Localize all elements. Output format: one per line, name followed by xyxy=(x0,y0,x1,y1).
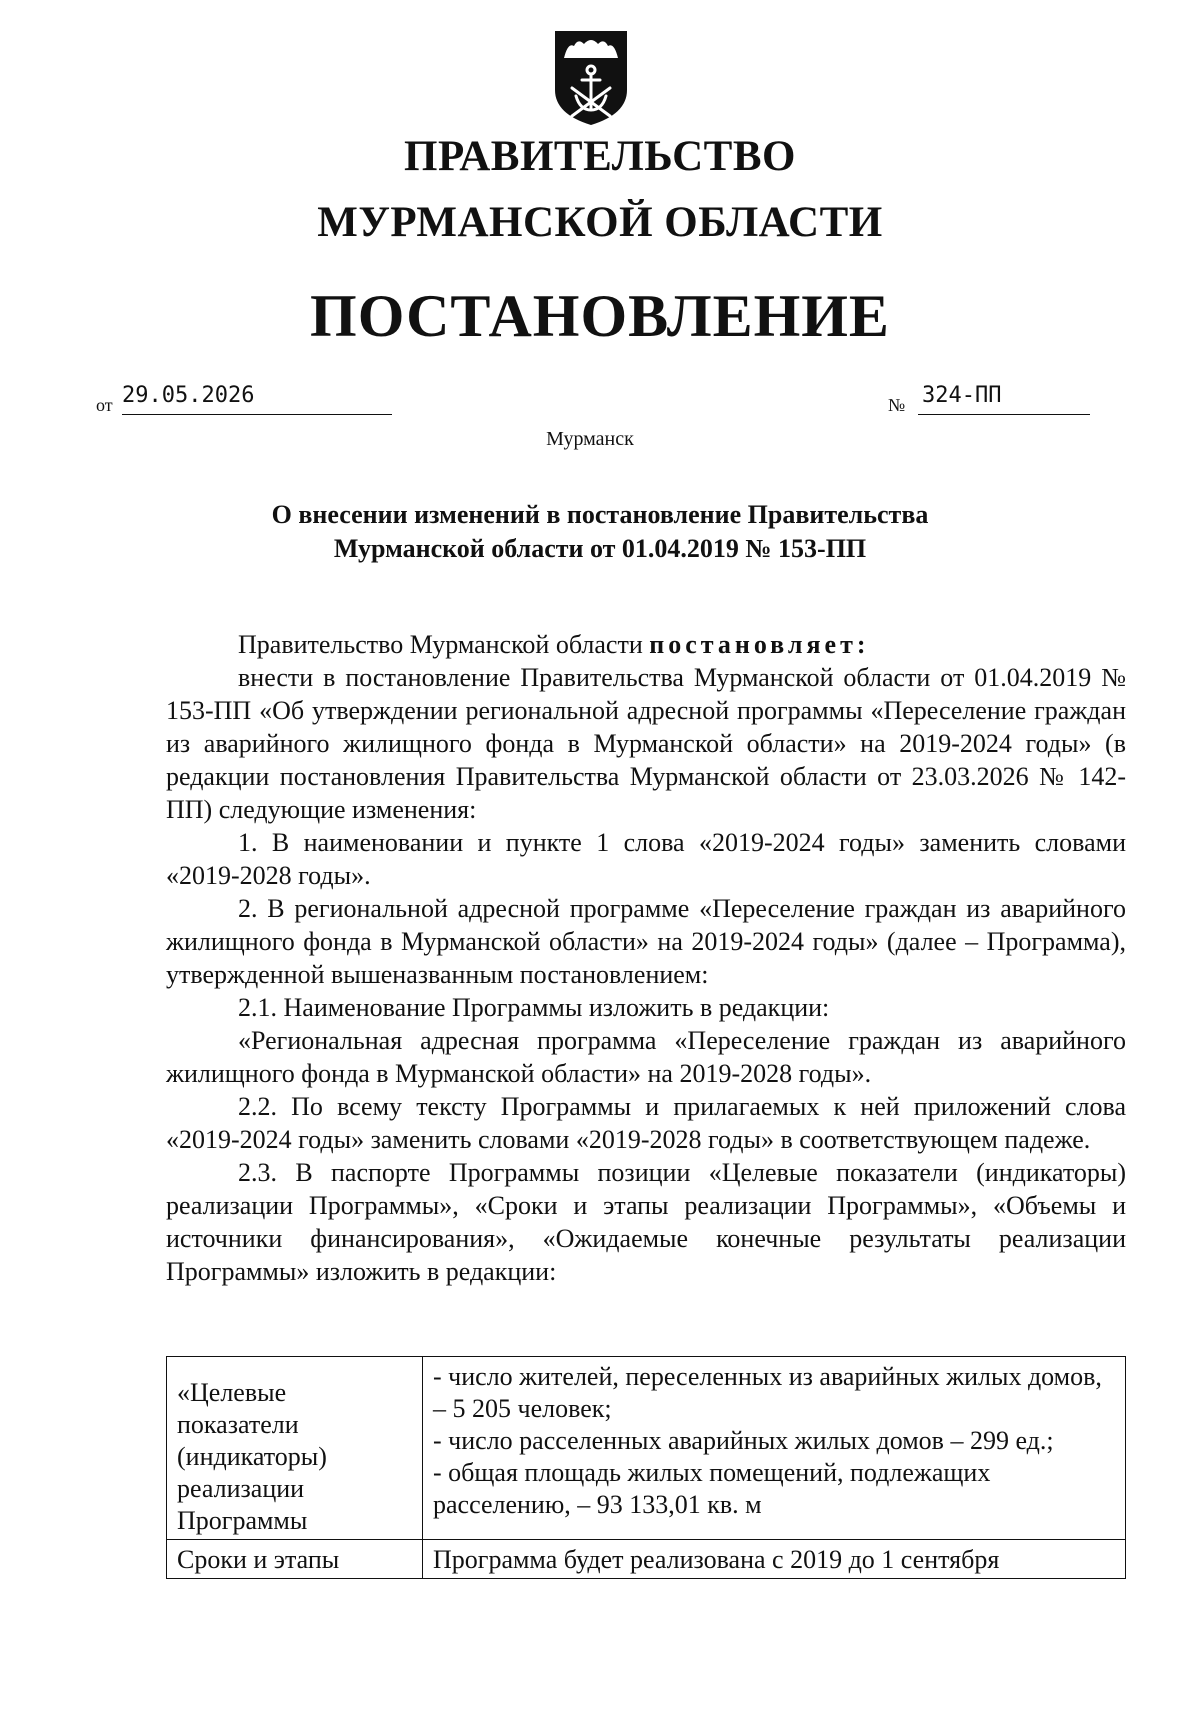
number-underline xyxy=(918,414,1090,415)
paragraph-item-1: 1. В наименовании и пункте 1 слова «2019-2024 годы» заменить словами «2019-2028 годы». xyxy=(166,828,1126,890)
coat-of-arms-icon xyxy=(552,28,630,128)
document-date xyxy=(96,383,296,419)
table-key-cell: «Целевые показатели (индикаторы) реализации Программы xyxy=(167,1357,423,1540)
paragraph-new-name: «Региональная адресная программа «Переселение граждан из аварийного жилищного фонда в Мурманской области» на 2019-2028 годы». xyxy=(166,1026,1126,1088)
program-passport-table xyxy=(166,1356,1126,1579)
table-key-cell: Сроки и этапы xyxy=(167,1540,423,1579)
document-type-heading: ПОСТАНОВЛЕНИЕ xyxy=(310,283,890,349)
number-prefix-label: № xyxy=(888,395,906,415)
date-value: 29.05.2026 xyxy=(122,383,255,408)
document-number xyxy=(888,383,1088,419)
indicator-area: - общая площадь жилых помещений, подлежащих расселению, – 93 133,01 кв. м xyxy=(433,1458,991,1519)
paragraph-item-2: 2. В региональной адресной программе «Переселение граждан из аварийного жилищного фонда в Мурманской области» на 2019-2024 годы» (далее – Программа), утвержденной вышеназванным постановлением: xyxy=(166,894,1126,989)
paragraph-item-2-2: 2.2. По всему тексту Программы и прилагаемых к ней приложений слова «2019-2024 годы» заменить словами «2019-2028 годы» в соответствующем падеже. xyxy=(166,1092,1126,1154)
paragraph-item-2-3: 2.3. В паспорте Программы позиции «Целевые показатели (индикаторы) реализации Программы», «Сроки и этапы реализации Программы», «Объемы и источники финансирования», «Ожидаемые конечные результаты реализации Программы» изложить в редакции: xyxy=(166,1158,1126,1286)
table-row xyxy=(167,1540,1126,1579)
city-label: Мурманск xyxy=(546,428,634,450)
org-name-line2: МУРМАНСКОЙ ОБЛАСТИ xyxy=(317,199,883,246)
document-title xyxy=(150,498,1050,566)
date-prefix-label: от xyxy=(96,395,113,415)
org-name-line1: ПРАВИТЕЛЬСТВО xyxy=(404,133,796,180)
resolves-word: постановляет: xyxy=(649,630,870,659)
paragraph-main: внести в постановление Правительства Мурманской области от 01.04.2019 № 153-ПП «Об утверждении региональной адресной программы «Переселение граждан из аварийного жилищного фонда в Мурманской области» на 2019-2024 годы» (в редакции постановления Правительства Мурманской области от 23.03.2026 № 142-ПП) следующие изменения: xyxy=(166,663,1126,824)
paragraph-item-2-1: 2.1. Наименование Программы изложить в редакции: xyxy=(238,993,830,1022)
number-value: 324-ПП xyxy=(922,383,1002,408)
table-row xyxy=(167,1357,1126,1540)
table-value-cell: Программа будет реализована с 2019 до 1 сентября xyxy=(423,1540,1126,1579)
intro-text: Правительство Мурманской области xyxy=(238,630,650,659)
table-value-cell xyxy=(423,1357,1126,1540)
title-line1: О внесении изменений в постановление Правительства xyxy=(271,500,929,529)
indicator-residents: - число жителей, переселенных из аварийных жилых домов, – 5 205 человек; xyxy=(433,1362,1102,1423)
date-underline xyxy=(122,414,392,415)
intro-paragraph xyxy=(166,628,1126,661)
document-body xyxy=(166,628,1126,1288)
indicator-houses: - число расселенных аварийных жилых домов – 299 ед.; xyxy=(433,1426,1054,1455)
title-line2: Мурманской области от 01.04.2019 № 153-ПП xyxy=(333,534,867,563)
